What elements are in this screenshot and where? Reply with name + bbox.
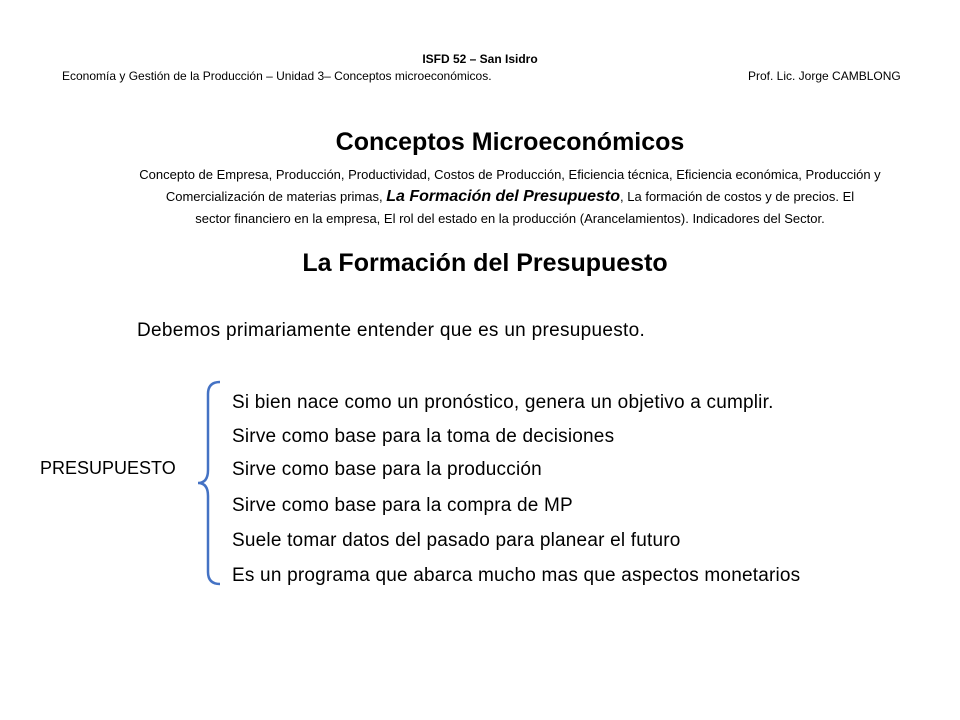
presupuesto-point-6: Es un programa que abarca mucho mas que aspectos monetarios <box>232 565 801 586</box>
section-title: La Formación del Presupuesto <box>302 249 668 277</box>
presupuesto-point-1: Si bien nace como un pronóstico, genera un objetivo a cumplir. <box>232 392 774 413</box>
presupuesto-point-4: Sirve como base para la compra de MP <box>232 495 573 516</box>
header-professor: Prof. Lic. Jorge CAMBLONG <box>748 69 901 83</box>
presupuesto-point-5: Suele tomar datos del pasado para planear el futuro <box>232 530 681 551</box>
topics-line-2-suffix: , La formación de costos y de precios. El <box>620 189 855 204</box>
header-school: ISFD 52 – San Isidro <box>422 52 538 66</box>
presupuesto-point-2: Sirve como base para la toma de decisiones <box>232 426 615 447</box>
main-title: Conceptos Microeconómicos <box>335 128 685 156</box>
topics-line-3: sector financiero en la empresa, El rol del estado en la producción (Arancelamientos). Indicadores del Sector. <box>195 211 825 226</box>
topics-line-1: Concepto de Empresa, Producción, Productividad, Costos de Producción, Eficiencia técnica, Eficiencia económica, Producción y <box>139 167 881 182</box>
intro-text: Debemos primariamente entender que es un presupuesto. <box>137 320 646 341</box>
topics-highlight: La Formación del Presupuesto <box>386 188 621 205</box>
topics-line-2-prefix: Comercialización de materias primas, <box>165 189 387 204</box>
header-course: Economía y Gestión de la Producción – Unidad 3– Conceptos microeconómicos. <box>62 69 492 83</box>
brace-icon <box>196 380 236 586</box>
presupuesto-point-3: Sirve como base para la producción <box>232 459 542 480</box>
topics-paragraph <box>80 164 940 230</box>
presupuesto-label: PRESUPUESTO <box>40 458 176 478</box>
